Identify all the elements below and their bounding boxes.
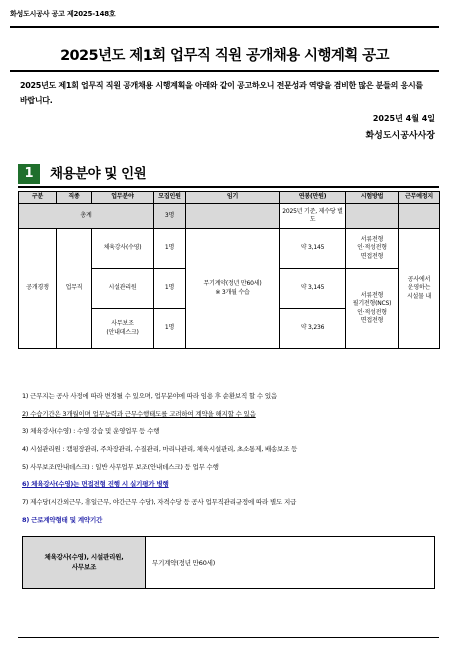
note-item: 7) 제수당(시간외근무, 휴일근무, 야간근무 수당), 자격수당 등 공사 업무직관리규정에 따라 별도 지급 [22, 498, 297, 507]
category-cell: 공개경쟁 [19, 229, 57, 349]
contract-row [23, 537, 435, 589]
count-cell: 1명 [154, 269, 186, 309]
field-cell: 시설관리원 [92, 269, 154, 309]
section-number-badge: 1 [18, 164, 40, 184]
announcement-date: 2025년 4월 4일 [372, 114, 435, 123]
table-row [19, 229, 440, 269]
salary-cell: 약 3,145 [280, 269, 346, 309]
header-cell: 근무예정지 [399, 192, 440, 204]
signer-name: 화성도시공사사장 [365, 131, 435, 141]
field-cell: 사무보조 (안내데스크) [92, 309, 154, 349]
table-header-row [19, 192, 440, 204]
notice-number: 화성도시공사 공고 제2025-148호 [10, 10, 116, 18]
section-title: 채용분야 및 인원 [50, 166, 147, 182]
location-cell: 공사에서 운영하는 시설물 내 [399, 229, 440, 349]
recruitment-table [18, 191, 440, 349]
total-row [19, 204, 440, 229]
note-item: 5) 사무보조(안내데스크) : 일반 사무업무 보조(안내데스크) 등 업무 수행 [22, 462, 219, 471]
section-rule [18, 186, 439, 188]
note-item: 6) 체육강사(수영)는 면접전형 진행 시 실기평가 병행 [22, 480, 169, 489]
contract-type-cell: 무기계약(정년 만60세) [146, 537, 435, 589]
header-cell: 업무분야 [92, 192, 154, 204]
total-exam-empty [346, 204, 399, 229]
total-salary-note: 2025년 기준, 제수당 별도 [280, 204, 346, 229]
header-cell: 구분 [19, 192, 57, 204]
note-item: 8) 근로계약형태 및 계약기간 [22, 515, 103, 524]
note-item: 4) 시설관리원 : 캠핑장관리, 주차장관리, 수질관리, 마리나관리, 체육시설관리, 초소통제, 배송보조 등 [22, 445, 298, 454]
total-location-empty [399, 204, 440, 229]
intro-paragraph: 2025년도 제1회 업무직 직원 공개채용 시행계획을 아래와 같이 공고하오니 전문성과 역량을 겸비한 많은 분들의 응시를 바랍니다. [20, 81, 423, 105]
count-cell: 1명 [154, 229, 186, 269]
field-cell: 체육강사(수영) [92, 229, 154, 269]
total-term-empty [186, 204, 280, 229]
contract-table [22, 536, 435, 589]
footer-rule [18, 637, 439, 638]
contract-fields-cell: 체육강사(수영), 시설관리원, 사무보조 [23, 537, 146, 589]
header-cell: 직종 [57, 192, 92, 204]
total-count: 3명 [154, 204, 186, 229]
count-cell: 1명 [154, 309, 186, 349]
header-cell: 모집인원 [154, 192, 186, 204]
notes-list [22, 388, 442, 530]
salary-cell: 약 3,145 [280, 229, 346, 269]
exam-cell: 서류전형 인·적성전형 면접전형 [346, 229, 399, 269]
job-type-cell: 업무직 [57, 229, 92, 349]
note-item: 3) 체육강사(수영) : 수영 강습 및 운영업무 등 수행 [22, 427, 160, 436]
header-cell: 임기 [186, 192, 280, 204]
note-item: 2) 수습기간은 3개월이며 업무능력과 근무수행태도를 고려하여 계약을 해지할 수 있음 [22, 409, 256, 418]
salary-cell: 약 3,236 [280, 309, 346, 349]
top-rule [10, 26, 439, 28]
header-cell: 시험방법 [346, 192, 399, 204]
term-cell: 무기계약(정년 만60세) ※ 3개월 수습 [186, 229, 280, 349]
note-item: 1) 근무지는 공사 사정에 따라 변경될 수 있으며, 업무분야에 따라 임용 후 순환보직 할 수 있음 [22, 392, 277, 400]
announcement-title: 2025년도 제1회 업무직 직원 공개채용 시행계획 공고 [60, 48, 389, 64]
header-cell: 연봉(만원) [280, 192, 346, 204]
total-label: 총계 [19, 204, 154, 229]
exam-cell: 서류전형 필기전형(NCS) 인·적성전형 면접전형 [346, 269, 399, 349]
title-rule [10, 70, 439, 72]
